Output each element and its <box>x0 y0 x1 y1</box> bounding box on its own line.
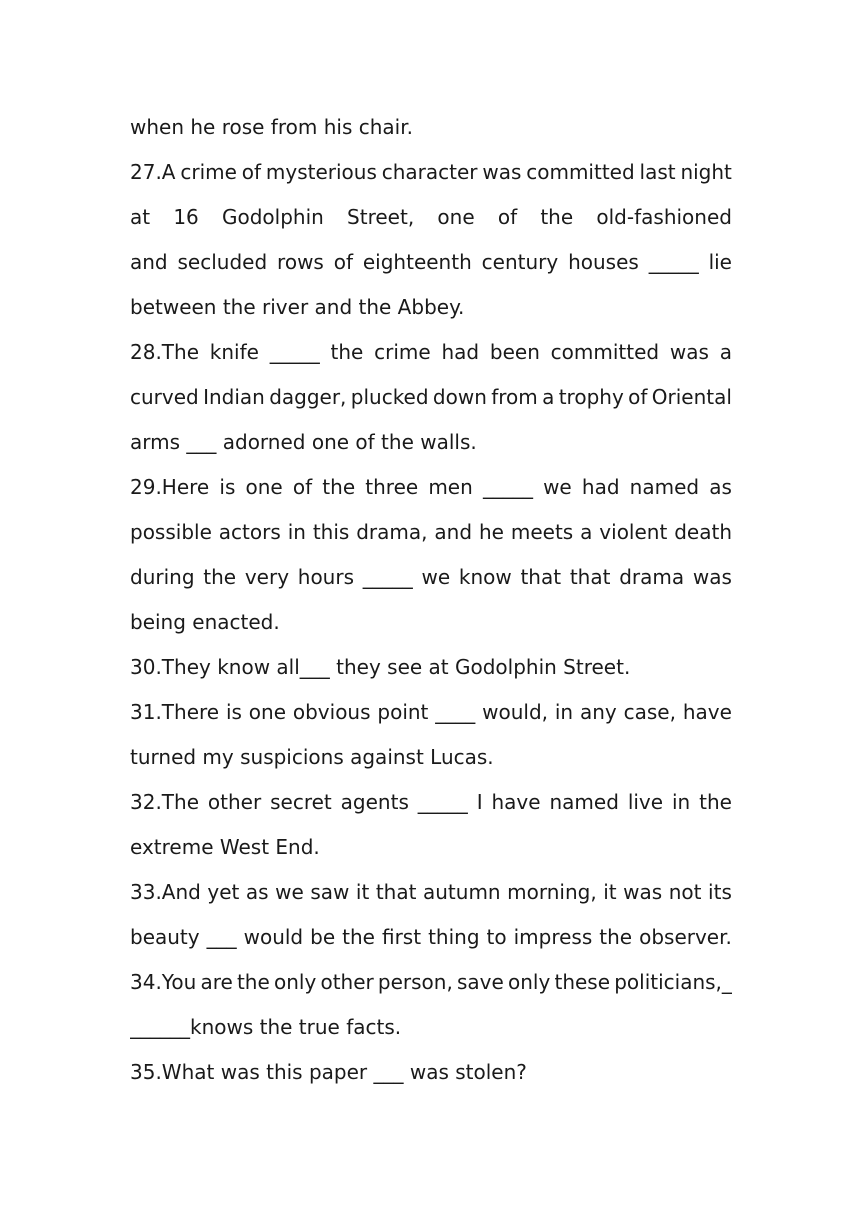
text-line <box>130 555 732 600</box>
word: its <box>708 880 732 904</box>
word: are <box>200 970 233 994</box>
word: secret <box>270 790 332 814</box>
text-line <box>130 915 732 960</box>
text-line: arms ___ adorned one of the walls. <box>130 430 477 454</box>
word: one <box>245 475 283 499</box>
word: ____ <box>435 700 476 724</box>
word: actors <box>218 520 281 544</box>
text-line: being enacted. <box>130 610 280 634</box>
word: know <box>458 565 512 589</box>
word: Indian <box>203 385 265 409</box>
word: other <box>320 970 374 994</box>
word: 31.There <box>130 700 220 724</box>
word: committed <box>550 340 660 364</box>
word: drama <box>619 565 685 589</box>
word: would, <box>482 700 549 724</box>
word: ___ <box>206 925 237 949</box>
text-line <box>130 780 732 825</box>
word: agents <box>340 790 409 814</box>
text-line <box>130 465 732 510</box>
word: old-fashioned <box>596 205 732 229</box>
word: politicians,_ <box>614 970 732 994</box>
word: of <box>497 205 518 229</box>
word: in <box>671 790 691 814</box>
word: was <box>669 340 709 364</box>
word: down <box>432 385 487 409</box>
word: 34.You <box>130 970 197 994</box>
word: one <box>437 205 475 229</box>
text-line <box>130 510 732 555</box>
word: 32.The <box>130 790 200 814</box>
word: obvious <box>292 700 371 724</box>
word: it <box>603 880 617 904</box>
word: the <box>203 565 237 589</box>
text-line: turned my suspicions against Lucas. <box>130 745 494 769</box>
word: yet <box>207 880 240 904</box>
word: of <box>628 385 648 409</box>
word: from <box>491 385 538 409</box>
word: _____ <box>362 565 413 589</box>
word: dagger, <box>269 385 347 409</box>
word: 27.A <box>130 160 176 184</box>
word: we <box>543 475 572 499</box>
word: a <box>719 340 732 364</box>
word: a <box>542 385 555 409</box>
document-page <box>130 105 732 1095</box>
word: we <box>275 880 304 904</box>
word: drama, <box>356 520 428 544</box>
word: curved <box>130 385 199 409</box>
word: very <box>244 565 290 589</box>
word: named <box>629 475 700 499</box>
word: possible <box>130 520 212 544</box>
word: one <box>248 700 287 724</box>
word: houses <box>568 250 639 274</box>
word: and <box>130 250 168 274</box>
word: rows <box>277 250 324 274</box>
word: morning, <box>507 880 597 904</box>
word: these <box>554 970 611 994</box>
word: autumn <box>423 880 501 904</box>
word: beauty <box>130 925 200 949</box>
word: of <box>292 475 313 499</box>
word: Godolphin <box>222 205 324 229</box>
text-line <box>130 960 732 1005</box>
word: lie <box>708 250 732 274</box>
word: eighteenth <box>362 250 472 274</box>
text-line <box>130 195 732 240</box>
word: it <box>355 880 370 904</box>
text-line <box>130 240 732 285</box>
text-line <box>130 375 732 420</box>
word: have <box>491 790 541 814</box>
word: been <box>489 340 540 364</box>
word: any <box>579 700 617 724</box>
word: mysterious <box>265 160 377 184</box>
word: and <box>434 520 473 544</box>
word: is <box>225 700 242 724</box>
word: observer. <box>639 925 732 949</box>
word: only <box>273 970 317 994</box>
word: the <box>699 790 732 814</box>
word: live <box>627 790 664 814</box>
word: at <box>130 205 151 229</box>
word: as <box>709 475 732 499</box>
word: of <box>333 250 353 274</box>
word: that <box>520 565 562 589</box>
word: the <box>330 340 364 364</box>
word: had <box>581 475 620 499</box>
word: crime <box>374 340 431 364</box>
word: had <box>441 340 480 364</box>
text-line: 30.They know all___ they see at Godolphin Street. <box>130 655 631 679</box>
word: 33.And <box>130 880 201 904</box>
word: last <box>639 160 676 184</box>
word: was <box>482 160 522 184</box>
word: saw <box>310 880 350 904</box>
text-line <box>130 870 732 915</box>
word: 29.Here <box>130 475 210 499</box>
word: of <box>241 160 262 184</box>
word: Street, <box>347 205 415 229</box>
text-line: 35.What was this paper ___ was stolen? <box>130 1060 527 1084</box>
word: save <box>457 970 504 994</box>
word: we <box>421 565 451 589</box>
text-line: between the river and the Abbey. <box>130 295 465 319</box>
word: the <box>236 970 270 994</box>
word: during <box>130 565 195 589</box>
word: thing <box>428 925 480 949</box>
text-line <box>130 150 732 195</box>
word: was <box>692 565 732 589</box>
word: meets <box>510 520 574 544</box>
word: person, <box>377 970 453 994</box>
word: not <box>668 880 702 904</box>
word: point <box>377 700 429 724</box>
word: the <box>540 205 574 229</box>
word: that <box>569 565 611 589</box>
word: first <box>381 925 422 949</box>
word: have <box>682 700 732 724</box>
word: case, <box>623 700 676 724</box>
word: this <box>312 520 350 544</box>
word: knife <box>209 340 259 364</box>
word: night <box>680 160 732 184</box>
text-line: when he rose from his chair. <box>130 115 413 139</box>
word: hours <box>297 565 354 589</box>
text-line <box>130 330 732 375</box>
word: _____ <box>648 250 699 274</box>
word: as <box>245 880 269 904</box>
word: named <box>549 790 619 814</box>
word: character <box>381 160 478 184</box>
word: violent <box>599 520 668 544</box>
word: other <box>207 790 262 814</box>
word: to <box>486 925 507 949</box>
word: plucked <box>350 385 429 409</box>
word: trophy <box>558 385 624 409</box>
word: impress <box>513 925 593 949</box>
word: a <box>580 520 593 544</box>
word: is <box>219 475 236 499</box>
word: the <box>322 475 356 499</box>
word: _____ <box>417 790 468 814</box>
text-line: ______knows the true facts. <box>130 1015 402 1039</box>
word: 16 <box>173 205 199 229</box>
text-line <box>130 690 732 735</box>
word: _____ <box>269 340 320 364</box>
word: men <box>428 475 473 499</box>
word: the <box>342 925 375 949</box>
word: century <box>481 250 559 274</box>
text-line: extreme West End. <box>130 835 320 859</box>
word: would <box>243 925 304 949</box>
word: was <box>623 880 663 904</box>
word: death <box>674 520 732 544</box>
word: in <box>554 700 574 724</box>
word: 28.The <box>130 340 200 364</box>
word: in <box>287 520 306 544</box>
word: that <box>375 880 417 904</box>
word: secluded <box>177 250 268 274</box>
word: _____ <box>482 475 533 499</box>
word: three <box>365 475 419 499</box>
word: only <box>508 970 551 994</box>
word: be <box>310 925 336 949</box>
word: the <box>599 925 633 949</box>
word: he <box>478 520 504 544</box>
word: I <box>476 790 483 814</box>
word: committed <box>526 160 635 184</box>
word: Oriental <box>651 385 732 409</box>
word: crime <box>180 160 237 184</box>
